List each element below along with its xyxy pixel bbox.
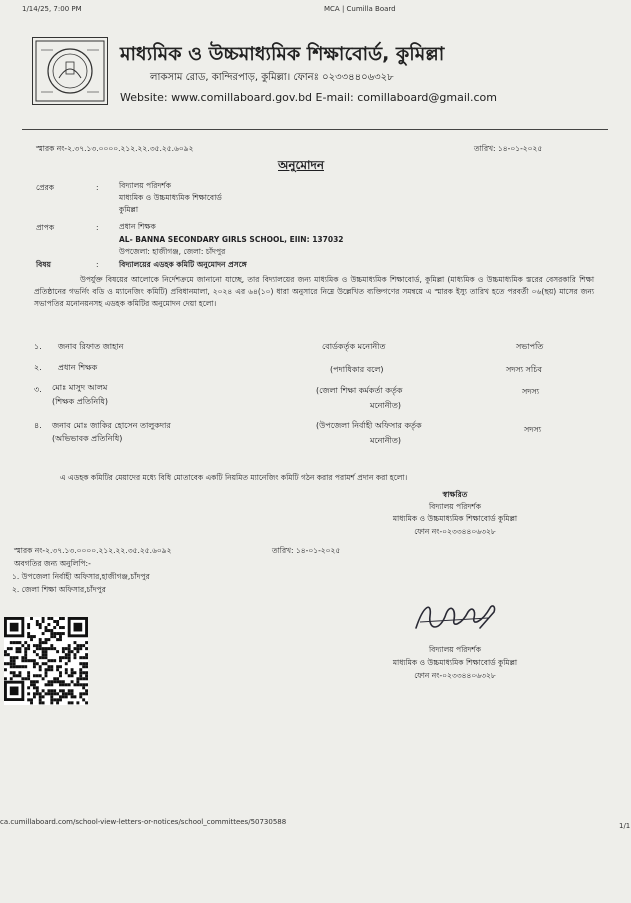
subject-text: বিদ্যালয়ের এডহক কমিটি অনুমোদন প্রসঙ্গে bbox=[119, 260, 247, 269]
member-nomination-cont: মনোনীত) bbox=[370, 436, 401, 445]
member-no: ১. bbox=[34, 342, 42, 351]
member-name: জনাব রিফাত জাহান bbox=[58, 342, 124, 351]
member-nomination: (পদাধিকার বলে) bbox=[330, 365, 384, 374]
memo-date: তারিখ: ১৪-০১-২০২৫ bbox=[474, 144, 543, 153]
board-logo bbox=[32, 37, 108, 105]
signer-phone: ফোন নং-০২৩৩৪৪০৬৩২৮ bbox=[414, 527, 496, 536]
print-site: MCA | Cumilla Board bbox=[324, 5, 396, 13]
board-emblem-icon bbox=[33, 38, 107, 104]
member-nomination: (উপজেলা নির্বাহী অফিসার কর্তৃক bbox=[316, 421, 422, 430]
member-nomination-cont: মনোনীত) bbox=[370, 401, 401, 410]
copy-item-1: ১. উপজেলা নির্বাহী অফিসার,হাজীগঞ্জ,চাঁদপুর bbox=[12, 572, 150, 581]
sender-label: প্রেরক bbox=[36, 183, 55, 192]
member-no: ৪. bbox=[34, 421, 42, 430]
sender-line-1: বিদ্যালয় পরিদর্শক bbox=[119, 181, 171, 190]
member-no: ২. bbox=[34, 363, 42, 372]
signature bbox=[410, 598, 502, 636]
footer-page: 1/1 bbox=[619, 822, 631, 830]
board-address: লাকসাম রোড, কান্দিরপাড়, কুমিল্লা। ফোনঃ ০২৩৩৪৪০৬৩২৮ bbox=[150, 72, 394, 83]
member-role: সভাপতি bbox=[516, 342, 544, 351]
copy-heading: অবগতির জন্য অনুলিপি:- bbox=[14, 559, 91, 568]
signer2-title: বিদ্যালয় পরিদর্শক bbox=[429, 645, 481, 654]
signed-mark: স্বাক্ষরিত bbox=[442, 490, 468, 499]
member-nomination: বোর্ডকর্তৃক মনোনীত bbox=[322, 342, 386, 351]
copy-item-2: ২. জেলা শিক্ষা অফিসার,চাঁদপুর bbox=[12, 585, 106, 594]
subject-label: বিষয় bbox=[36, 260, 51, 269]
sender-line-2: মাধ্যমিক ও উচ্চমাধ্যমিক শিক্ষাবোর্ড bbox=[119, 193, 222, 202]
signature-scribble-icon bbox=[410, 598, 502, 636]
memo-ref: স্মারক নং-২.৩৭.১৩.০০০০.২১২.২২.৩৫.২৫.৬০৯২ bbox=[36, 144, 194, 153]
letter-title: অনুমোদন bbox=[278, 158, 324, 172]
email-link[interactable]: comillaboard@gmail.com bbox=[357, 91, 497, 104]
subject-colon: : bbox=[96, 260, 99, 269]
recipient-line-1: প্রধান শিক্ষক bbox=[119, 222, 156, 231]
member-name: জনাব মোঃ জাকির হোসেন তালুকদার bbox=[52, 421, 171, 430]
closing-note: এ এডহক কমিটির মেয়াদের মধ্যে বিধি মোতাবেক একটি নিয়মিত ম্যানেজিং কমিটি গঠন করার পরামর্শ প্রদান করা হলো। bbox=[60, 473, 408, 482]
board-name: মাধ্যমিক ও উচ্চমাধ্যমিক শিক্ষাবোর্ড, কুমিল্লা bbox=[120, 43, 445, 65]
contact-line bbox=[120, 91, 497, 104]
memo2-ref: স্মারক নং-২.৩৭.১৩.০০০০.২১২.২২.৩৫.২৫.৬০৯২ bbox=[14, 546, 172, 555]
header-divider bbox=[22, 129, 608, 130]
signer-title: বিদ্যালয় পরিদর্শক bbox=[429, 502, 481, 511]
member-role: সদস্য bbox=[524, 425, 542, 434]
member-role: সদস্য bbox=[522, 387, 540, 396]
sender-colon: : bbox=[96, 183, 99, 192]
signer2-office: মাধ্যমিক ও উচ্চমাধ্যমিক শিক্ষাবোর্ড কুমিল্লা bbox=[392, 658, 518, 667]
member-nomination: (জেলা শিক্ষা কর্মকর্তা কর্তৃক bbox=[316, 386, 403, 395]
sender-line-3: কুমিল্লা bbox=[119, 205, 139, 214]
email-label: E-mail: bbox=[315, 91, 354, 104]
print-datetime: 1/14/25, 7:00 PM bbox=[22, 5, 82, 13]
footer-url[interactable]: ca.cumillaboard.com/school-view-letters-or-notices/school_committees/50730588 bbox=[0, 818, 287, 826]
recipient-label: প্রাপক bbox=[36, 223, 55, 232]
signer2-phone: ফোন নং-০২৩৩৪৪০৬৩২৮ bbox=[414, 671, 496, 680]
member-category: (অভিভাবক প্রতিনিধি) bbox=[52, 434, 123, 443]
memo2-date: তারিখ: ১৪-০১-২০২৫ bbox=[272, 546, 341, 555]
website-label: Website: bbox=[120, 91, 168, 104]
recipient-colon: : bbox=[96, 223, 99, 232]
member-role: সদস্য সচিব bbox=[506, 365, 542, 374]
recipient-line-3: উপজেলা: হাজীগঞ্জ, জেলা: চাঁদপুর bbox=[119, 247, 226, 256]
qr-code-icon bbox=[4, 617, 88, 705]
member-category: (শিক্ষক প্রতিনিধি) bbox=[52, 397, 108, 406]
qr-code bbox=[4, 617, 88, 705]
website-link[interactable]: www.comillaboard.gov.bd bbox=[171, 91, 313, 104]
member-name: প্রধান শিক্ষক bbox=[58, 363, 98, 372]
member-name: মোঃ মাসুদ আলম bbox=[52, 383, 108, 392]
recipient-line-2: AL- BANNA SECONDARY GIRLS SCHOOL, EIIN: 137032 bbox=[119, 235, 344, 244]
member-no: ৩. bbox=[34, 385, 42, 394]
signer-office: মাধ্যমিক ও উচ্চমাধ্যমিক শিক্ষাবোর্ড কুমিল্লা bbox=[392, 514, 518, 523]
body-paragraph: উপর্যুক্ত বিষয়ের আলোকে নির্দেশক্রমে জানানো যাচ্ছে, তার বিদ্যালয়ের জন্য মাধ্যমিক ও উচ্চমাধ্যমিক শিক্ষাবোর্ড, কুমিল্লা (মাধ্যমিক ও উচ্চমাধ্যমিক স্তরের বেসরকারি শিক্ষা প্রতিষ্ঠানের গভর্নিং বডি ও ম্যানেজিং কমিটি) প্রবিধানমালা, ২০২৪ এর ৬৪(১০) ধারা অনুসারে নিম্নে উল্লেখিত ব্যক্তিগণের সমন্বয়ে এ স্মারক ইস্যু তারিখ হতে পরবর্তী ০৬(ছয়) মাসের জন্য সভাপতির মনোনয়নসহ এডহক কমিটির অনুমোদন দেয়া হলো। bbox=[34, 275, 594, 308]
